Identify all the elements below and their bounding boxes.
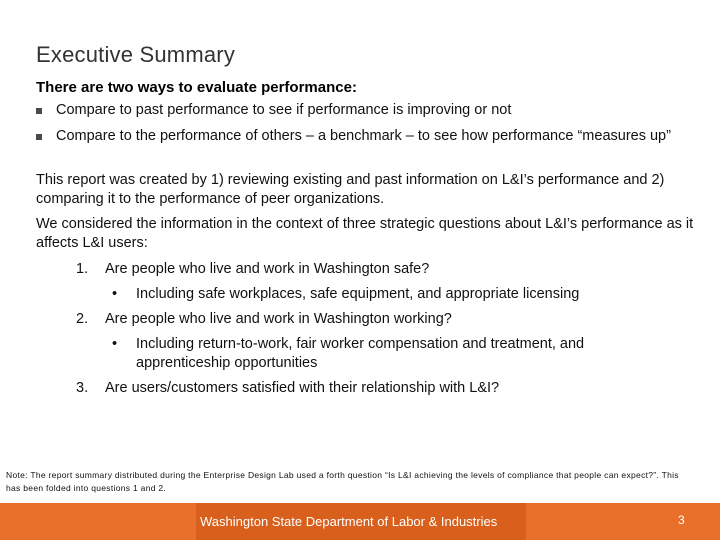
- bullet-text: Compare to past performance to see if performance is improving or not: [56, 102, 512, 118]
- question-number: 1.: [76, 261, 89, 277]
- paragraph: This report was created by 1) reviewing existing and past information on L&I’s performance and 2) comparing it to the performance of peer organizations.: [36, 172, 665, 207]
- bullet-text: Compare to the performance of others – a benchmark – to see how performance “measures up”: [56, 128, 671, 144]
- bullet-item: [36, 127, 676, 146]
- organization-name: Washington State Department of Labor & Industries: [200, 514, 498, 529]
- dot-bullet-icon: •: [112, 336, 118, 352]
- question-number: 3.: [76, 380, 89, 396]
- dot-bullet-icon: •: [112, 286, 118, 302]
- question-text: Are people who live and work in Washington working?: [105, 311, 452, 327]
- sub-bullet-item: [112, 285, 652, 304]
- question-item: [76, 260, 676, 279]
- sub-bullet-item: [112, 335, 652, 373]
- paragraph: We considered the information in the context of three strategic questions about L&I’s performance as it affects L&I users:: [36, 216, 694, 251]
- slide-title: Executive Summary: [36, 42, 236, 67]
- bullet-item: [36, 101, 676, 120]
- square-bullet-icon: [36, 108, 42, 114]
- page-number: 3: [678, 513, 685, 527]
- square-bullet-icon: [36, 134, 42, 140]
- intro-text: There are two ways to evaluate performance:: [36, 79, 357, 96]
- question-text: Are people who live and work in Washington safe?: [105, 261, 430, 277]
- question-item: [76, 310, 676, 329]
- question-item: [76, 379, 676, 398]
- sub-bullet-text: Including return-to-work, fair worker compensation and treatment, and apprenticeship opportunities: [136, 336, 585, 371]
- question-number: 2.: [76, 311, 89, 327]
- sub-bullet-text: Including safe workplaces, safe equipment, and appropriate licensing: [136, 286, 580, 302]
- question-text: Are users/customers satisfied with their relationship with L&I?: [105, 380, 500, 396]
- footer-bar: [0, 503, 720, 540]
- footnote: Note: The report summary distributed during the Enterprise Design Lab used a forth question “Is L&I achieving the levels of compliance that people can expect?”. This has been folded into questions 1 and 2.: [6, 470, 679, 493]
